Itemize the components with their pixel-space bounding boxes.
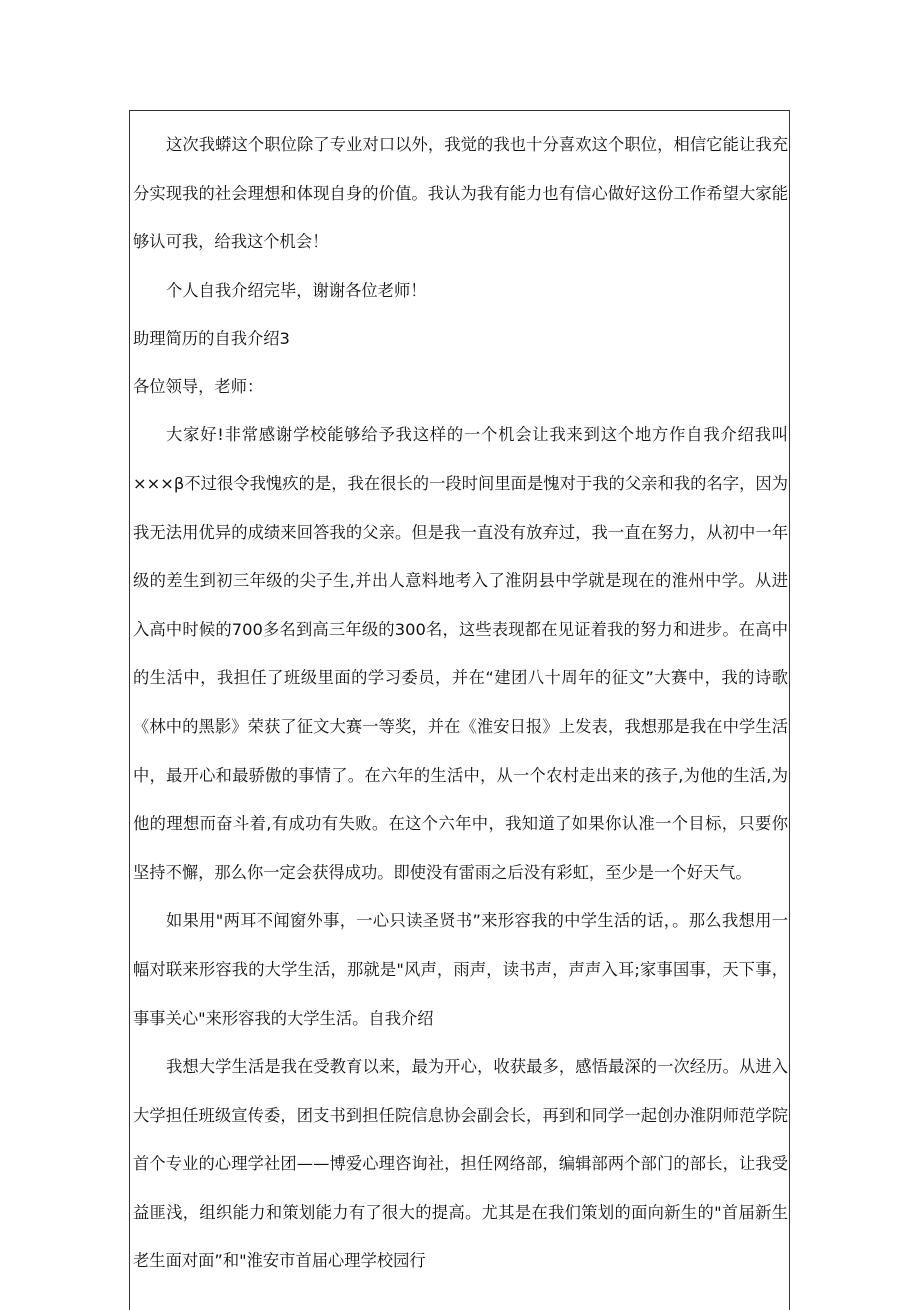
paragraph-1: 这次我蟒这个职位除了专业对口以外，我觉的我也十分喜欢这个职位，相信它能让我充分实现我的社会理想和体现自身的价值。我认为我有能力也有信心做好这份工作希望大家能够认可我，给我这个机会！	[133, 135, 788, 252]
paragraph-6: 如果用"两耳不闻窗外事，一心只读圣贤书”来形容我的中学生活的话，。那么我想用一幅对联来形容我的大学生活，那就是"风声，雨声，读书声，声声入耳;家事国事，天下事，事事关心"来形容我的大学生活。自我介绍	[133, 911, 788, 1028]
section-heading: 助理简历的自我介绍3	[133, 329, 290, 349]
document-body	[133, 121, 788, 1286]
paragraph-7: 我想大学生活是我在受教育以来，最为开心，收获最多，感悟最深的一次经历。从进入大学担任班级宣传委，团支书到担任院信息协会副会长，再到和同学一起创办淮阴师范学院首个专业的心理学社团——博爱心理咨询社，担任网络部，编辑部两个部门的部长，让我受益匪浅，组织能力和策划能力有了很大的提高。尤其是在我们策划的面向新生的"首届新生老生面对面”和"淮安市首届心理学校园行	[133, 1057, 788, 1271]
salutation: 各位领导，老师：	[133, 377, 264, 397]
paragraph-2: 个人自我介绍完毕，谢谢各位老师！	[166, 280, 427, 300]
paragraph-5: 大家好!非常感谢学校能够给予我这样的一个机会让我来到这个地方作自我介绍我叫×××β不过很令我愧疚的是，我在很长的一段时间里面是愧对于我的父亲和我的名字，因为我无法用优异的成绩来回答我的父亲。但是我一直没有放弃过，我一直在努力，从初中一年级的差生到初三年级的尖子生,并出人意料地考入了淮阴县中学就是现在的淮州中学。从进入高中时候的700多名到高三年级的300名，这些表现都在见证着我的努力和进步。在高中的生活中，我担任了班级里面的学习委员，并在“建团八十周年的征文”大赛中，我的诗歌《林中的黑影》荣获了征文大赛一等奖，并在《淮安日报》上发表，我想那是我在中学生活中，最开心和最骄傲的事情了。在六年的生活中，从一个农村走出来的孩子,为他的生活,为他的理想而奋斗着,有成功有失败。在这个六年中，我知道了如果你认准一个目标，只要你坚持不懈，那么你一定会获得成功。即使没有雷雨之后没有彩虹，至少是一个好天气。	[133, 425, 788, 882]
